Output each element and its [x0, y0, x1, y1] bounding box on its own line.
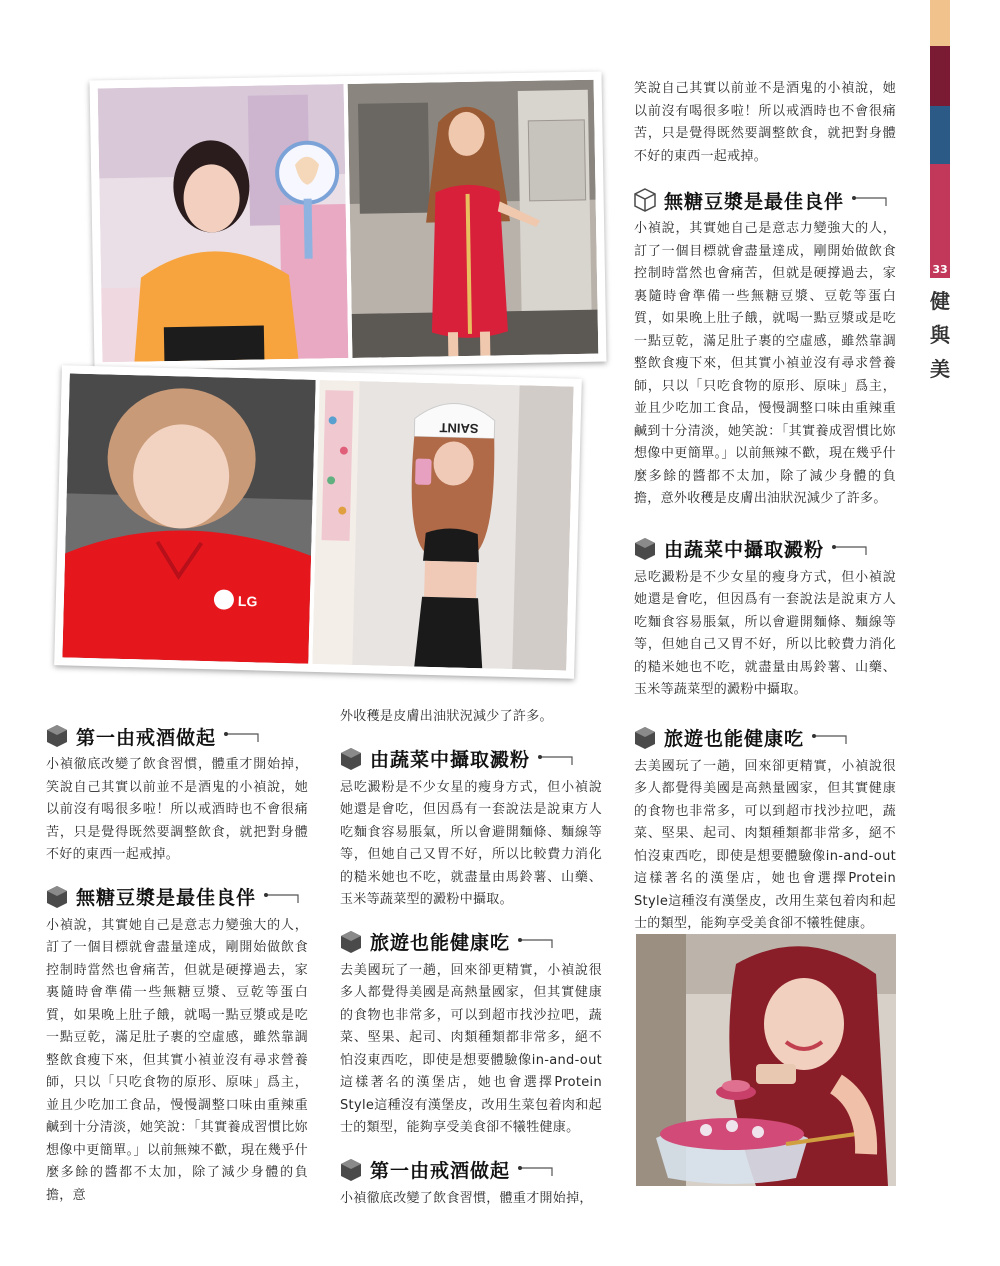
paragraph: 小禎徹底改變了飲食習慣，體重才開始掉，笑說自己其實以前並不是酒鬼的小禎說，她以前沒有喝很多啦！所以戒酒時也不會很痛苦，只是覺得既然要調整飲食，就把對身體不好的東西一起戒掉。: [46, 757, 308, 862]
cube-icon: [634, 188, 656, 212]
photo-before-studio: [98, 84, 349, 362]
paragraph: 小禎徹底改變了飲食習慣，體重才開始掉，: [340, 1190, 593, 1206]
bracket-decoration-icon: [812, 730, 848, 746]
right-column: [634, 78, 896, 936]
photo-collage-bottom: [54, 365, 582, 679]
bracket-decoration-icon: [264, 889, 300, 905]
middle-column: [340, 706, 602, 1210]
photo-after-selfie: [312, 380, 573, 671]
heading-text: 旅遊也能健康吃: [370, 932, 511, 954]
paragraph: 去美國玩了一趟，回來卻更精實，小禎說很多人都覺得美國是高熱量國家，但其實健康的食物也非常多，可以到超市找沙拉吧，蔬菜、堅果、起司、肉類種類都非常多，絕不怕沒東西吃，即使是想要體驗像in-and-out這樣著名的漢堡店，她也會選擇Protein Style這種沒有漢堡皮，改用生菜包着肉和起士的類型，能夠享受美食卻不犧牲健康。: [340, 962, 602, 1135]
section-title-char: 與: [930, 323, 950, 347]
section-heading: [340, 745, 602, 773]
page-number: 33: [932, 263, 948, 276]
heading-text: 第一由戒酒做起: [76, 726, 217, 749]
heading-text: 由蔬菜中攝取澱粉: [664, 539, 825, 561]
section-heading: [634, 724, 896, 752]
paragraph: 笑說自己其實以前並不是酒鬼的小禎說，她以前沒有喝很多啦！所以戒酒時也不會很痛苦，只是覺得既然要調整飲食，就把對身體不好的東西一起戒掉。: [634, 81, 896, 164]
cube-icon: [340, 747, 362, 771]
section-heading: [340, 1156, 602, 1184]
section-heading: [634, 535, 896, 563]
photo-collage-top: [90, 72, 607, 371]
paragraph: 忌吃澱粉是不少女星的瘦身方式，但小禎說她還是會吃，但因爲有一套說法是說東方人吃麵食容易脹氣，所以會避開麵條、麵線等等，但她自己又胃不好，所以比較費力消化的糙米她也不吃，就盡量由馬鈴薯、山藥、玉米等蔬菜型的澱粉中攝取。: [634, 569, 896, 697]
bracket-decoration-icon: [852, 192, 888, 208]
cube-icon: [340, 930, 362, 954]
section-heading: [340, 928, 602, 956]
paragraph: 去美國玩了一趟，回來卻更精實，小禎說很多人都覺得美國是高熱量國家，但其實健康的食物也非常多，可以到超市找沙拉吧，蔬菜、堅果、起司、肉類種類都非常多，絕不怕沒東西吃，即使是想要體驗像in-and-out這樣著名的漢堡店，她也會選擇Protein Style這種沒有漢堡皮，改用生菜包着肉和起士的類型，能夠享受美食卻不犧牲健康。: [634, 758, 896, 931]
section-heading: [46, 883, 308, 911]
cube-icon: [340, 1158, 362, 1182]
paragraph: 忌吃澱粉是不少女星的瘦身方式，但小禎說她還是會吃，但因爲有一套說法是說東方人吃麵食容易脹氣，所以會避開麵條、麵線等等，但她自己又胃不好，所以比較費力消化的糙米她也不吃，就盡量由馬鈴薯、山藥、玉米等蔬菜型的澱粉中攝取。: [340, 779, 602, 907]
bracket-decoration-icon: [518, 934, 554, 950]
cube-icon: [634, 726, 656, 750]
cube-icon: [46, 885, 68, 909]
paragraph: 小禎說，其實她自己是意志力變強大的人，訂了一個目標就會盡量達成，剛開始做飲食控制時當然也會痛苦，但就是硬撐過去，家裏隨時會準備一些無糖豆漿、豆乾等蛋白質，如果晚上肚子餓，就喝一點豆漿或是吃一點豆乾，滿足肚子裹的空虛感，雖然靠調整飲食瘦下來，但其實小禎並沒有尋求營養師，只以「只吃食物的原形、原味」爲主，並且少吃加工食品，慢慢調整口味由重辣重鹹到十分清淡，她笑說：「其實養成習慣比妳想像中更簡單。」以前無辣不歡，現在幾乎什麼多餘的醬都不太加，除了減少身體的負擔，意外收穫是皮膚出油狀況減少了許多。: [634, 221, 896, 506]
side-tab-blue: [930, 106, 950, 164]
section-heading: [46, 722, 308, 750]
section-title-vertical: [930, 284, 950, 386]
photo-before-red-shirt: [62, 373, 315, 663]
side-tab-pink: [930, 164, 950, 278]
bracket-decoration-icon: [538, 751, 574, 767]
photo-after-red-dress: [348, 80, 599, 358]
photo-dessert: [636, 934, 896, 1186]
shirt-logo: LG: [237, 592, 258, 610]
bracket-decoration-icon: [832, 541, 868, 557]
cube-icon: [46, 724, 68, 748]
heading-text: 旅遊也能健康吃: [664, 728, 805, 750]
section-title-char: 健: [930, 289, 950, 313]
section-heading: [634, 186, 896, 214]
cube-icon: [634, 537, 656, 561]
paragraph: 小禎說，其實她自己是意志力變強大的人，訂了一個目標就會盡量達成，剛開始做飲食控制時當然也會痛苦，但就是硬撐過去，家裏隨時會準備一些無糖豆漿、豆乾等蛋白質，如果晚上肚子餓，就喝一點豆漿或是吃一點豆乾，滿足肚子裹的空虛感，雖然靠調整飲食瘦下來，但其實小禎並沒有尋求營養師，只以「只吃食物的原形、原味」爲主，並且少吃加工食品，慢慢調整口味由重辣重鹹到十分清淡，她笑說：「其實養成習慣比妳想像中更簡單。」以前無辣不歡，現在幾乎什麼多餘的醬都不太加，除了減少身體的負擔，意: [46, 917, 308, 1203]
bracket-decoration-icon: [224, 728, 260, 744]
side-tab-maroon: [930, 46, 950, 106]
bracket-decoration-icon: [518, 1162, 554, 1178]
side-tab-peach: [930, 0, 950, 46]
section-title-char: 美: [930, 357, 950, 381]
heading-text: 無糖豆漿是最佳良伴: [664, 190, 845, 213]
heading-text: 第一由戒酒做起: [370, 1160, 511, 1182]
paragraph: 外收穫是皮膚出油狀況減少了許多。: [340, 709, 553, 724]
heading-text: 無糖豆漿是最佳良伴: [76, 887, 257, 909]
left-column: [46, 722, 308, 1207]
heading-text: 由蔬菜中攝取澱粉: [370, 749, 531, 771]
cap-text: SAINT: [439, 420, 479, 437]
